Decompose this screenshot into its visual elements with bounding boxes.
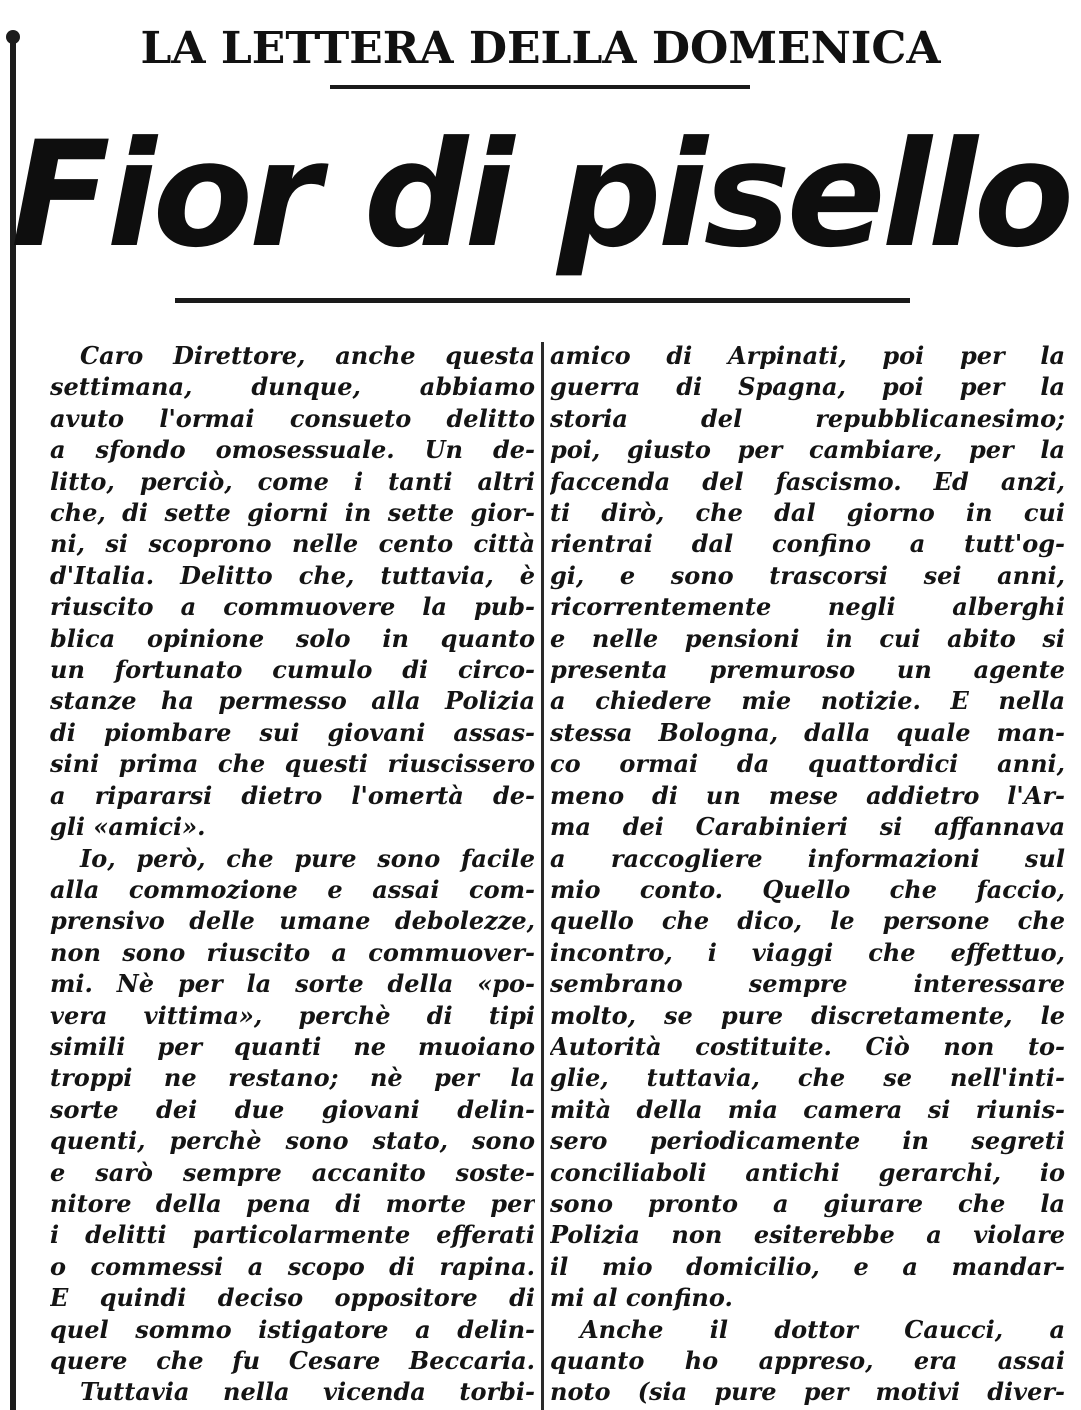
article-line: E quindi deciso oppositore di: [50, 1283, 535, 1313]
article-line: quenti, perchè sono stato, sono: [50, 1126, 535, 1156]
headline: Fior di pisello: [10, 110, 1071, 280]
article-line: a chiedere mie notizie. E nella: [550, 686, 1065, 716]
section-kicker: LA LETTERA DELLA DOMENICA: [140, 23, 941, 74]
article-line: amico di Arpinati, poi per la: [550, 341, 1065, 370]
article-line: blica opinione solo in quanto: [50, 623, 535, 653]
article-line: sono pronto a giurare che la: [550, 1188, 1065, 1218]
article-line: ti dirò, che dal giorno in cui: [550, 498, 1065, 528]
article-line: a sfondo omosessuale. Un de-: [50, 435, 535, 465]
column-divider: [541, 342, 544, 1410]
article-line: sembrano sempre interessare: [550, 969, 1065, 999]
article-line: mi. Nè per la sorte della «po-: [50, 969, 535, 999]
article-line: sero periodicamente in segreti: [550, 1126, 1065, 1156]
article-line: simili per quanti ne muoiano: [50, 1031, 535, 1061]
article-line: un fortunato cumulo di circo-: [50, 655, 535, 685]
article-line: i delitti particolarmente efferati: [50, 1220, 535, 1250]
article-line: Tuttavia nella vicenda torbi-: [80, 1377, 535, 1407]
article-line: molto, se pure discretamente, le: [550, 1000, 1065, 1030]
article-line: ma dei Carabinieri si affannava: [550, 812, 1065, 842]
article-line: settimana, dunque, abbiamo: [50, 372, 535, 402]
article-line: Polizia non esiterebbe a violare: [550, 1220, 1065, 1250]
article-line: stessa Bologna, dalla quale man-: [550, 717, 1065, 747]
article-line: rientrai dal confino a tutt'og-: [550, 529, 1065, 559]
article-line: avuto l'ormai consueto delitto: [50, 403, 535, 433]
article-line: quello che dico, le persone che: [550, 906, 1065, 936]
article-line: sini prima che questi riuscissero: [50, 749, 535, 779]
article-line: Io, però, che pure sono facile: [80, 843, 535, 873]
article-line: alla commozione e assai com-: [50, 874, 535, 904]
article-line: mio conto. Quello che faccio,: [550, 874, 1065, 904]
article-line: Caro Direttore, anche questa: [80, 341, 535, 370]
article-line: prensivo delle umane debolezze,: [50, 906, 535, 936]
article-line: ricorrentemente negli alberghi: [550, 592, 1065, 622]
article-line: sorte dei due giovani delin-: [50, 1094, 535, 1124]
article-column-right: [550, 340, 1065, 1410]
article-line: incontro, i viaggi che effettuo,: [550, 937, 1065, 967]
article-line: ni, si scoprono nelle cento città: [50, 529, 535, 559]
article-line: quel sommo istigatore a delin-: [50, 1314, 535, 1344]
article-line: nitore della pena di morte per: [50, 1188, 535, 1218]
article-line: troppi ne restano; nè per la: [50, 1063, 535, 1093]
article-line: vera vittima», perchè di tipi: [50, 1000, 535, 1030]
article-line: e nelle pensioni in cui abito si: [550, 623, 1065, 653]
article-line: o commessi a scopo di rapina.: [50, 1251, 535, 1281]
article-line: gli «amici».: [50, 812, 206, 842]
article-line: il mio domicilio, e a mandar-: [550, 1251, 1065, 1281]
article-line: riuscito a commuovere la pub-: [50, 592, 535, 622]
article-line: gi, e sono trascorsi sei anni,: [550, 560, 1065, 590]
article-line: stanze ha permesso alla Polizia: [50, 686, 535, 716]
article-line: mi al confino.: [550, 1283, 733, 1313]
article-line: co ormai da quattordici anni,: [550, 749, 1065, 779]
article-line: litto, perciò, come i tanti altri: [50, 466, 535, 496]
article-line: d'Italia. Delitto che, tuttavia, è: [50, 560, 535, 590]
article-line: conciliaboli antichi gerarchi, io: [550, 1157, 1065, 1187]
article-line: che, di sette giorni in sette gior-: [50, 498, 535, 528]
article-line: a ripararsi dietro l'omertà de-: [50, 780, 535, 810]
article-line: guerra di Spagna, poi per la: [550, 372, 1065, 402]
article-line: Anche il dottor Caucci, a: [580, 1314, 1065, 1344]
article-line: poi, giusto per cambiare, per la: [550, 435, 1065, 465]
article-line: noto (sia pure per motivi diver-: [550, 1377, 1065, 1407]
article-line: glie, tuttavia, che se nell'inti-: [550, 1063, 1065, 1093]
article-line: storia del repubblicanesimo;: [550, 403, 1065, 433]
article-line: presenta premuroso un agente: [550, 655, 1065, 685]
headline-underline: [175, 298, 910, 303]
article-line: di piombare sui giovani assas-: [50, 717, 535, 747]
article-line: meno di un mese addietro l'Ar-: [550, 780, 1065, 810]
article-line: non sono riuscito a commuover-: [50, 937, 535, 967]
article-line: e sarò sempre accanito soste-: [50, 1157, 535, 1187]
article-line: mità della mia camera si riunis-: [550, 1094, 1065, 1124]
article-line: faccenda del fascismo. Ed anzi,: [550, 466, 1065, 496]
article-line: a raccogliere informazioni sul: [550, 843, 1065, 873]
article-line: quere che fu Cesare Beccaria.: [50, 1346, 535, 1375]
kicker-underline: [330, 85, 750, 89]
article-line: quanto ho appreso, era assai: [550, 1346, 1065, 1375]
article-column-left: [50, 340, 535, 1410]
article-line: Autorità costituite. Ciò non to-: [550, 1031, 1065, 1061]
